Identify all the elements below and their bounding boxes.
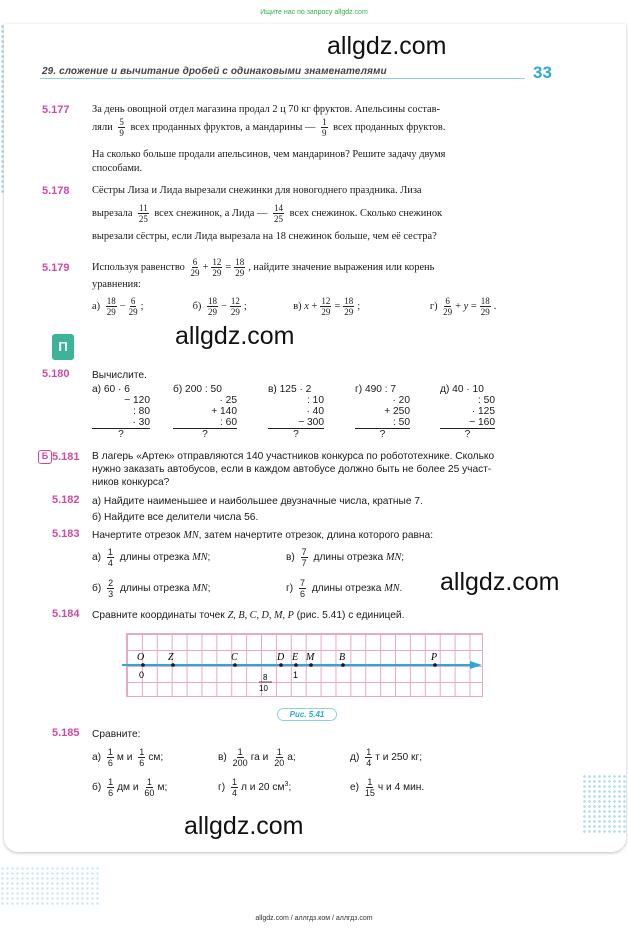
numerator: 18	[207, 296, 217, 306]
calc-result: ?	[464, 429, 471, 440]
decor-dots-right	[582, 774, 626, 834]
option-label: а)	[92, 752, 102, 764]
fraction	[107, 547, 114, 568]
calc-step: · 30	[92, 417, 150, 429]
fraction	[106, 296, 117, 317]
task-5183-option-b	[92, 578, 211, 599]
task-5183-option-g	[286, 578, 402, 599]
text: Начертите отрезок	[92, 530, 181, 541]
separator: .	[399, 583, 403, 595]
calc-result: ?	[293, 429, 299, 440]
denominator: 29	[443, 307, 453, 317]
calc-step: · 20	[392, 395, 410, 406]
variable-y: y	[463, 300, 469, 312]
denominator: 25	[274, 214, 284, 224]
task-5182-line1: а) Найдите наименьшее и наибольшее двузначные числа, кратные 7.	[92, 496, 423, 507]
label-d: D	[277, 652, 285, 663]
axis-arrow-icon	[470, 661, 482, 669]
option-label: г)	[286, 583, 294, 595]
calc-step: : 50	[355, 417, 410, 429]
task-5179-line1	[92, 257, 572, 278]
task-5177-line4: способами.	[92, 163, 143, 174]
number-line-figure	[120, 640, 490, 700]
unit-text: см;	[148, 752, 164, 764]
denominator: 20	[274, 758, 285, 768]
numerator: 7	[301, 547, 307, 557]
text: длины отрезка	[313, 552, 384, 564]
task-number: 5.177	[42, 104, 70, 116]
puzzle-badge-icon: П	[52, 334, 74, 360]
denominator: 200	[232, 758, 248, 768]
denominator: 29	[207, 307, 217, 317]
task-number: 5.183	[52, 528, 80, 540]
numerator: 1	[276, 747, 282, 757]
option-label: а)	[92, 300, 101, 312]
calc-start: а) 60 · 6	[92, 384, 130, 395]
points-list: Z, B, C, D, M, P	[227, 610, 294, 621]
label-o: O	[137, 652, 145, 663]
task-5177-line2	[92, 117, 572, 138]
separator: .	[493, 300, 497, 312]
numerator: 2	[108, 578, 114, 588]
fraction	[365, 747, 372, 768]
denominator: 9	[322, 128, 327, 138]
fraction	[190, 257, 199, 278]
calc-result: ?	[118, 429, 124, 440]
unit-text: а;	[287, 752, 296, 764]
task-5181-line2: нужно заказать автобусов, если в каждом автобусе должно быть не более 25 участ-	[92, 464, 492, 475]
section-title: 29. сложение и вычитание дробей с одинаковыми знаменателями	[42, 66, 387, 77]
fraction	[144, 777, 154, 798]
fraction	[233, 747, 248, 768]
option-g	[430, 296, 550, 317]
denominator: 6	[107, 758, 113, 768]
option-label: а)	[92, 552, 102, 564]
denominator: 29	[128, 307, 138, 317]
operator: −	[220, 300, 227, 312]
numerator: 1	[107, 747, 113, 757]
text: всех проданных фруктов.	[333, 121, 446, 133]
fraction	[480, 296, 491, 317]
denominator: 29	[344, 307, 354, 317]
operator: +	[311, 300, 318, 312]
denominator: 29	[106, 307, 116, 317]
task-5184-line1	[92, 609, 562, 622]
task-5178-line1: Сёстры Лиза и Лида вырезали снежинки для новогоднего праздника. Лиза	[92, 185, 422, 196]
calc-step: + 250	[384, 406, 410, 417]
denominator: 15	[364, 788, 375, 798]
task-number: 5.180	[42, 368, 70, 380]
point-m	[309, 663, 313, 667]
denominator: 29	[321, 307, 331, 317]
task-5183-line1	[92, 529, 562, 542]
denominator: 4	[231, 788, 237, 798]
denominator: 9	[119, 128, 124, 138]
fraction-numerator-8: 8	[263, 673, 268, 682]
denominator: 4	[366, 758, 372, 768]
numerator: 1	[146, 777, 152, 787]
option-label: г)	[218, 782, 226, 794]
plus-sign: +	[202, 261, 209, 273]
page-number: 33	[533, 63, 552, 82]
calc-step: − 300	[268, 417, 324, 429]
option-label: в)	[218, 752, 227, 764]
text: длины отрезка	[119, 552, 190, 564]
calc-step: : 50	[478, 395, 495, 406]
denominator: 29	[212, 268, 222, 278]
calc-step: + 140	[211, 406, 237, 417]
numerator: 12	[212, 257, 222, 267]
numerator: 18	[106, 296, 116, 306]
task-number: 5.184	[52, 608, 80, 620]
task-5183-option-v	[286, 547, 404, 568]
numerator: 14	[274, 203, 284, 213]
text: длины отрезка	[311, 583, 382, 595]
separator: ;	[207, 583, 211, 595]
watermark-3: allgdz.com	[440, 568, 560, 596]
label-zero: 0	[139, 670, 145, 680]
point-z	[171, 663, 175, 667]
operator: +	[455, 300, 462, 312]
numerator: 6	[445, 296, 450, 306]
fraction	[274, 747, 284, 768]
separator: ;	[357, 300, 361, 312]
task-number: 5.178	[42, 185, 70, 197]
task-5185-option-a	[92, 747, 163, 768]
numerator: 11	[139, 203, 148, 213]
task-5179-options	[92, 296, 572, 317]
separator: ;	[243, 300, 247, 312]
fraction	[365, 777, 375, 798]
fraction	[320, 296, 331, 317]
separator: ;	[401, 552, 405, 564]
fraction	[273, 203, 284, 224]
separator: ;	[288, 782, 292, 794]
fraction	[107, 578, 114, 599]
fraction	[443, 296, 452, 317]
numerator: 6	[130, 296, 136, 306]
separator: ;	[140, 300, 144, 312]
denominator: 4	[107, 558, 113, 568]
point-e	[294, 663, 298, 667]
fraction	[129, 296, 138, 317]
numerator: 1	[367, 777, 373, 787]
fraction	[231, 777, 238, 798]
numerator: 18	[480, 296, 490, 306]
option-label: в)	[286, 552, 295, 564]
fraction	[234, 257, 245, 278]
point-c	[233, 663, 237, 667]
task-5177-line1: За день овощной отдел магазина продал 2 ц 70 кг фруктов. Апельсины состав-	[92, 104, 441, 115]
task-5181-line3: ников конкурса?	[92, 477, 170, 488]
task-5185-option-v	[218, 747, 296, 768]
fraction-denominator-10: 10	[259, 684, 268, 693]
calc-column-d	[440, 384, 495, 440]
text: ляли	[92, 121, 113, 133]
text: , найдите значение выражения или корень	[248, 261, 435, 273]
numerator: 1	[237, 747, 243, 757]
task-5181-line1: В лагерь «Артек» отправляются 140 участников конкурса по робототехнике. Сколько	[92, 451, 495, 462]
watermark-1: allgdz.com	[327, 32, 447, 60]
label-one: 1	[293, 670, 299, 680]
calc-step: : 60	[173, 417, 237, 429]
option-b	[193, 296, 291, 317]
task-5185-option-e	[350, 777, 424, 798]
option-label: е)	[350, 782, 360, 794]
numerator: 18	[235, 257, 245, 267]
calc-step: · 25	[219, 395, 237, 406]
label-c: C	[231, 652, 238, 663]
fraction	[138, 203, 149, 224]
option-a	[92, 296, 190, 317]
denominator: 6	[139, 758, 145, 768]
separator: ;	[207, 552, 211, 564]
task-5180-title: Вычислите.	[92, 370, 147, 381]
task-5185-option-d	[350, 747, 422, 768]
superscript: 3	[284, 780, 289, 788]
calc-result: ?	[379, 429, 386, 440]
fraction	[207, 296, 218, 317]
numerator: 1	[107, 547, 113, 557]
denominator: 29	[235, 268, 245, 278]
calc-start: д) 40 · 10	[440, 384, 484, 395]
calc-step: − 120	[124, 395, 150, 406]
task-number: 5.185	[52, 727, 80, 739]
label-e: E	[292, 652, 299, 663]
text: Сравните координаты точек	[92, 610, 225, 621]
task-5185-option-g	[218, 777, 291, 798]
calc-step: : 80	[133, 406, 150, 417]
numerator: 7	[299, 578, 305, 588]
calc-column-v	[268, 384, 324, 440]
fraction	[301, 547, 308, 568]
task-number: 5.181	[52, 451, 80, 463]
label-b: B	[339, 652, 346, 663]
variable-x: x	[304, 300, 309, 312]
numerator: 1	[231, 777, 237, 787]
calc-column-g	[355, 384, 410, 440]
option-label: б)	[192, 300, 202, 312]
watermark-2: allgdz.com	[175, 322, 295, 350]
denominator: 6	[108, 788, 114, 798]
point-d	[279, 663, 283, 667]
calc-start: г) 490 : 7	[355, 384, 397, 395]
denominator: 29	[230, 307, 240, 317]
numerator: 1	[139, 747, 145, 757]
task-5183-option-a	[92, 547, 210, 568]
numerator: 1	[366, 747, 372, 757]
unit-text: т и 250 кг;	[375, 752, 423, 764]
unit-text: га и	[250, 752, 269, 764]
text: длины отрезка	[119, 583, 190, 595]
fraction	[118, 117, 125, 138]
text: Используя равенство	[92, 261, 185, 273]
calc-step: · 125	[471, 406, 495, 417]
option-label: г)	[429, 300, 438, 312]
segment-name: MN	[384, 583, 400, 595]
numerator: 1	[108, 777, 114, 787]
calc-step: : 10	[307, 395, 324, 406]
task-5185-option-b	[92, 777, 167, 798]
fraction	[321, 117, 328, 138]
fraction	[138, 747, 145, 768]
numerator: 12	[230, 296, 240, 306]
task-number: 5.182	[52, 494, 80, 506]
calc-column-b	[173, 384, 237, 440]
text: всех снежинок. Сколько снежинок	[289, 207, 443, 219]
fraction	[299, 578, 306, 599]
point-o	[141, 663, 145, 667]
equals-sign: =	[470, 300, 477, 312]
top-search-hint[interactable]: Ищите нас по запросу allgdz.com	[260, 9, 368, 16]
denominator: 29	[190, 268, 200, 278]
point-b	[341, 663, 345, 667]
option-label: б)	[92, 583, 102, 595]
task-5177-line3: На сколько больше продали апельсинов, чем мандаринов? Решите задачу двумя	[92, 149, 446, 160]
fraction	[107, 747, 114, 768]
option-label: б)	[92, 782, 102, 794]
option-v	[293, 296, 427, 317]
option-label: в)	[293, 300, 302, 312]
text: всех снежинок, а Лида —	[154, 207, 268, 219]
numerator: 1	[322, 117, 327, 127]
text: вырезала	[92, 207, 133, 219]
watermark-4: allgdz.com	[184, 812, 304, 840]
label-m: M	[306, 652, 315, 663]
text: (рис. 5.41) с единицей.	[296, 610, 405, 621]
text: , затем начертите отрезок, длина которого равна:	[198, 530, 434, 541]
footer-links[interactable]: allgdz.com / аллгдз.ком / аллгдз.com	[255, 915, 373, 922]
denominator: 7	[301, 558, 307, 568]
denominator: 3	[108, 589, 114, 599]
calc-column-a	[92, 384, 150, 440]
task-5179-line2: уравнения:	[92, 279, 141, 290]
calc-start: б) 200 : 50	[173, 384, 222, 395]
segment-name: MN	[192, 583, 208, 595]
calc-start: в) 125 · 2	[268, 384, 312, 395]
denominator: 29	[480, 307, 490, 317]
segment-name: MN	[183, 530, 199, 541]
equals-sign: =	[334, 300, 341, 312]
lightning-badge-icon: Б	[38, 450, 52, 464]
fraction	[230, 296, 241, 317]
unit-text: дм и	[117, 782, 139, 794]
decor-dots-bottom	[0, 866, 100, 906]
calc-step: · 40	[306, 406, 324, 417]
header-rule	[40, 78, 525, 79]
calc-result: ?	[202, 429, 208, 440]
numerator: 12	[321, 296, 331, 306]
unit-text: л и 20 см	[240, 782, 285, 794]
option-label: д)	[350, 752, 360, 764]
label-z: Z	[168, 652, 174, 663]
operator: −	[119, 300, 126, 312]
denominator: 60	[144, 788, 155, 798]
fraction	[211, 257, 222, 278]
numerator: 18	[344, 296, 354, 306]
figure-caption: Рис. 5.41	[277, 708, 337, 721]
task-5182-line2: б) Найдите все делители числа 56.	[92, 512, 259, 523]
equals-sign: =	[225, 261, 232, 273]
task-5178-line2	[92, 203, 572, 224]
unit-text: ч и 4 мин.	[377, 782, 425, 794]
segment-name: MN	[192, 552, 208, 564]
numerator: 6	[192, 257, 198, 267]
task-5178-line3: вырезали сёстры, если Лида вырезала на 18 снежинок больше, чем её сестра?	[92, 231, 437, 242]
label-p: P	[431, 652, 438, 663]
calc-step: − 160	[440, 417, 495, 429]
segment-name: MN	[385, 552, 402, 564]
denominator: 25	[138, 214, 148, 224]
fraction	[343, 296, 354, 317]
unit-text: м и	[116, 752, 133, 764]
numerator: 5	[119, 117, 124, 127]
task-number: 5.179	[42, 262, 70, 274]
unit-text: м;	[157, 782, 168, 794]
task-5185-title: Сравните:	[92, 729, 141, 740]
denominator: 6	[299, 589, 305, 599]
point-p	[433, 663, 437, 667]
fraction	[107, 777, 114, 798]
text: всех проданных фруктов, а мандарины —	[130, 121, 316, 133]
